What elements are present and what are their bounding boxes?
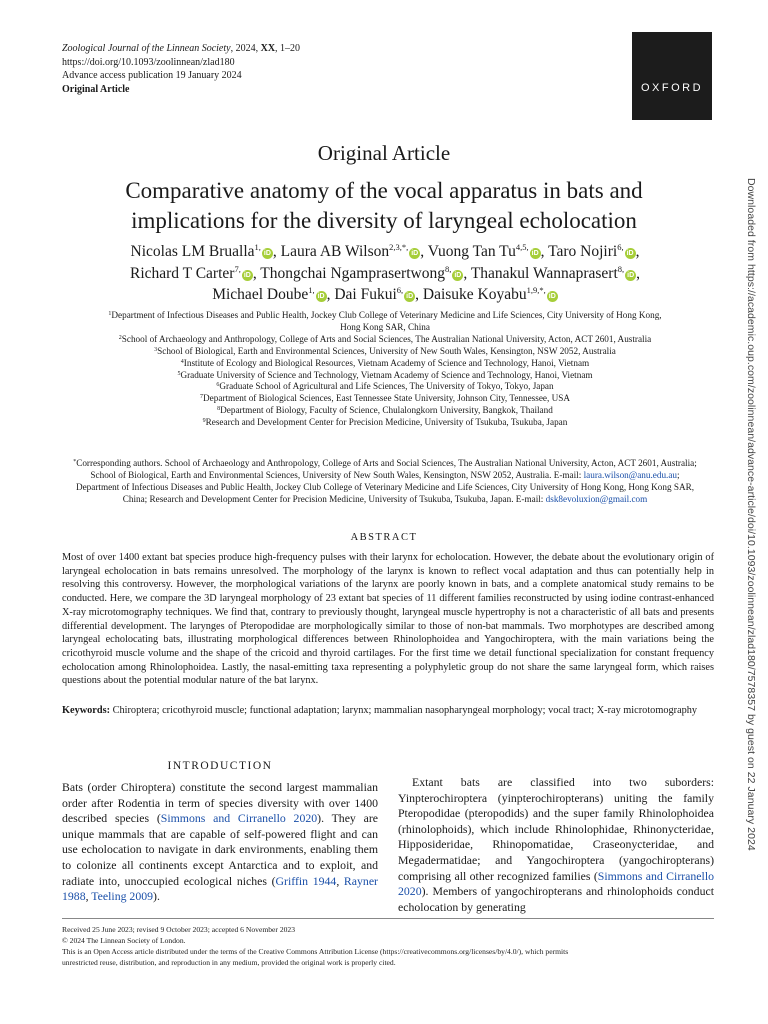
journal-name: Zoological Journal of the Linnean Society xyxy=(62,43,231,54)
correspondence: *Corresponding authors. School of Archaeology and Anthropology, College of Arts and Social Sciences, The Australian National University, Acton, ACT 2601, Australia; School of Biological, Earth and Environmental Sciences, University of New South Wales, Kensington, NSW 2052, Australia. E-mail: laura.wilson@anu.edu.au; Department of Infectious Diseases and Public Health, Jockey Club College of Veterinary Medicine and Life Sciences, City University of Hong Kong, Hong Kong SAR, China; Research and Development Center for Precision Medicine, University of Tsukuba, Tsukuba, Japan. E-mail: dsk8evoluxion@gmail.com xyxy=(73,458,697,504)
affiliation-text: School of Biological, Earth and Environmental Sciences, University of New South Wales, Kensington, NSW 2052, Australia xyxy=(157,345,616,356)
orcid-icon[interactable]: iD xyxy=(263,250,271,257)
article-type-label: Original Article xyxy=(62,83,130,95)
email-link[interactable]: dsk8evoluxion@gmail.com xyxy=(545,493,648,504)
orcid-icon[interactable]: iD xyxy=(548,293,556,300)
affiliation-text: Institute of Ecology and Biological Resources, Vietnam Academy of Science and Technology, Hanoi, Vietnam xyxy=(183,357,590,368)
author-affiliation-ref: 1,9,*, xyxy=(526,285,546,295)
author-affiliation-ref: 2,3,*, xyxy=(389,242,409,252)
author-name[interactable]: Michael Doube xyxy=(212,286,309,303)
affiliation-item xyxy=(62,381,708,393)
author-name[interactable]: Vuong Tan Tu xyxy=(427,243,516,260)
citation-line: Zoological Journal of the Linnean Society, 2024, XX, 1–20 xyxy=(62,43,301,54)
affiliation-text: Department of Biological Sciences, East Tennessee State University, Johnson City, Tennessee, USA xyxy=(203,393,570,404)
article-title: Comparative anatomy of the vocal apparatus in bats and implications for the diversity of laryngeal echolocation xyxy=(125,178,643,233)
author-list xyxy=(60,241,710,306)
journal-header xyxy=(62,42,482,96)
affiliation-number: 5 xyxy=(177,370,181,377)
author-separator: , xyxy=(540,243,549,260)
affiliation-text: Hong Kong SAR, China xyxy=(340,321,430,332)
author-name[interactable]: Laura AB Wilson xyxy=(280,243,390,260)
license-line: unrestricted reuse, distribution, and reproduction in any medium, provided the original work is properly cited. xyxy=(62,958,396,967)
affiliation-item xyxy=(62,310,708,322)
author-line xyxy=(60,263,710,285)
author-separator: , xyxy=(252,264,261,282)
orcid-icon[interactable]: iD xyxy=(406,293,414,300)
affiliation-item xyxy=(62,322,708,334)
orcid-icon[interactable]: iD xyxy=(454,271,462,279)
intro-column-right: Extant bats are classified into two suborders: Yinpterochiroptera (yinpterochiropterans) uniting the family Pteropodidae (pteropodids) and the super family Rhinolophoidea (rhinolophoids), which include Rhinolophidae, Rhinonycteridae, Hipposideridae, Rhinopomatidae, Craseonycteridae, and Megadermatidae; and Yangochiroptera (yangochiropterans) comprising all other recognized families (Simmons and Cirranello 2020). Members of yangochiropterans and rhinolophoids conduct echolocation by generating xyxy=(398,775,714,914)
affiliation-number: 9 xyxy=(202,418,206,425)
affiliation-number: 4 xyxy=(180,358,184,365)
license-line: This is an Open Access article distributed under the terms of the Creative Commons Attribution License (https://creativecommons.org/licenses/by/4.0/), which permits xyxy=(62,947,569,956)
affiliation-number: 2 xyxy=(118,334,122,341)
download-sidebar xyxy=(740,178,760,851)
affiliation-number: 8 xyxy=(217,406,221,413)
author-name[interactable]: Dai Fukui xyxy=(334,286,397,303)
author-name[interactable]: Taro Nojiri xyxy=(548,243,618,260)
author-separator: , xyxy=(326,286,335,303)
keywords: Keywords: Chiroptera; cricothyroid muscle; functional adaptation; larynx; mammalian nasopharyngeal morphology; vocal tract; X-ray microtomography xyxy=(62,705,698,716)
orcid-icon[interactable]: iD xyxy=(243,271,251,279)
orcid-icon[interactable]: iD xyxy=(317,293,325,300)
citation-link[interactable]: Simmons and Cirranello 2020 xyxy=(160,811,318,826)
author-name[interactable]: Thanakul Wannaprasert xyxy=(470,264,618,282)
citation-link[interactable]: Simmons and Cirranello 2020 xyxy=(398,868,714,899)
affiliation-item xyxy=(62,405,708,417)
author-affiliation-ref: 6, xyxy=(396,285,404,295)
abstract-text: Most of over 1400 extant bat species produce high-frequency pulses with their larynx for echolocation. However, the debate about the evolutionary origin of laryngeal echolocation in bats remains unresolved. The morphology of the larynx is known to reflect vocal adaptation and thus can potentially help in resolving this controversy. However, the morphological variations of the larynx are poorly known in bats, and a complete anatomical study remains to be conducted. Here, we compare the 3D laryngeal morphology of 23 extant bat species of 11 different families reconstructed by using iodine contrast-enhanced X-ray microtomography techniques. We find that, contrary to previously thought, laryngeal muscle hypertrophy is not a characteristic of all bats and presents differential development. The larynges of Pteropodidae are morphologically similar to those of non-bat mammals. Two morphotypes are described among laryngeal echolocating bats, illustrating morphological differences between Rhinolophoidea and Yangochiroptera, with the main variations being the cricothyroid muscle volume and the shape of the cricoid and thyroid cartilages. For the first time we detail functional specialization for constant frequency echolocation among Rhinolophoidea. Lastly, the nasal-emitting taxa representing a polyphyletic group do not share the same laryngeal form, which raises questions about the potential modular nature of the bat larynx. xyxy=(62,552,714,687)
author-affiliation-ref: 6, xyxy=(617,242,624,252)
affiliation-text: Graduate University of Science and Technology, Vietnam Academy of Science and Technology, Hanoi, Vietnam xyxy=(180,369,593,380)
affiliation-text: Department of Biology, Faculty of Science, Chulalongkorn University, Bangkok, Thailand xyxy=(220,405,553,416)
author-affiliation-ref: 7, xyxy=(234,263,241,274)
doi-link[interactable]: https://doi.org/10.1093/zoolinnean/zlad180 xyxy=(62,56,235,68)
affiliations xyxy=(62,310,708,429)
affiliation-number: 1 xyxy=(108,311,112,317)
author-name[interactable]: Richard T Carter xyxy=(129,264,235,282)
affiliation-number: 7 xyxy=(200,394,204,401)
email-link[interactable]: laura.wilson@anu.edu.au xyxy=(583,469,678,480)
affiliation-text: Department of Infectious Diseases and Public Health, Jockey Club College of Veterinary Medicine and Life Sciences, City University of Hong Kong, xyxy=(111,310,662,320)
affiliation-item xyxy=(62,334,708,346)
affiliation-item xyxy=(62,417,708,429)
author-name[interactable]: Nicolas LM Brualla xyxy=(130,243,255,260)
orcid-icon[interactable]: iD xyxy=(531,250,539,257)
affiliation-text: School of Archaeology and Anthropology, College of Arts and Social Sciences, The Australian National University, Acton, ACT 2601, Australia xyxy=(121,333,652,344)
author-affiliation-ref: 1, xyxy=(308,285,315,295)
affiliation-text: Research and Development Center for Precision Medicine, University of Tsukuba, Tsukuba, Japan xyxy=(205,417,568,428)
oxford-logo[interactable]: OXFORD xyxy=(632,32,712,120)
author-separator: , xyxy=(415,286,423,303)
introduction-heading: INTRODUCTION xyxy=(167,760,273,772)
keywords-label: Keywords: xyxy=(62,705,111,716)
author-separator: , xyxy=(463,264,471,282)
author-line xyxy=(60,284,710,306)
copyright-line: © 2024 The Linnean Society of London. xyxy=(62,936,186,945)
citation-link[interactable]: Teeling 2009 xyxy=(91,889,154,904)
affiliation-number: 6 xyxy=(216,382,220,389)
citation-link[interactable]: Rayner 1988 xyxy=(62,873,378,904)
orcid-icon[interactable]: iD xyxy=(627,271,635,279)
advance-access: Advance access publication 19 January 2024 xyxy=(62,70,242,82)
article-type-heading: Original Article xyxy=(317,141,451,165)
author-separator: , xyxy=(636,264,641,282)
received-dates: Received 25 June 2023; revised 9 October 2023; accepted 6 November 2023 xyxy=(62,925,296,934)
affiliation-item xyxy=(62,346,708,358)
affiliation-text: Graduate School of Agricultural and Life Sciences, The University of Tokyo, Tokyo, Japan xyxy=(219,381,554,392)
footer-divider xyxy=(62,918,714,919)
intro-column-left: Bats (order Chiroptera) constitute the second largest mammalian order after Rodentia in term of species diversity with over 1400 described species (Simmons and Cirranello 2020). They are unique mammals that are capable of self-powered flight and can use echolocation to navigate in dark environments, enabling them to colonize all continents except Antarctica and to exploit, and radiate into, unoccupied ecological niches (Griffin 1944, Rayner 1988, Teeling 2009). xyxy=(62,780,379,904)
author-affiliation-ref: 8, xyxy=(617,263,625,274)
author-separator: , xyxy=(272,243,281,260)
article-footer xyxy=(62,924,714,968)
author-affiliation-ref: 4,5, xyxy=(515,242,529,252)
affiliation-item xyxy=(62,358,708,370)
orcid-icon[interactable]: iD xyxy=(626,250,634,257)
affiliation-item xyxy=(62,393,708,405)
citation-link[interactable]: Griffin 1944 xyxy=(275,873,337,888)
author-affiliation-ref: 8, xyxy=(444,263,452,274)
author-name[interactable]: Thongchai Ngamprasertwong xyxy=(260,264,445,282)
author-line xyxy=(60,241,710,263)
affiliation-item xyxy=(62,370,708,382)
author-separator: , xyxy=(420,243,428,260)
author-separator: , xyxy=(635,243,640,260)
affiliation-number: 3 xyxy=(154,346,158,353)
abstract-heading: ABSTRACT xyxy=(350,532,418,543)
author-name[interactable]: Daisuke Koyabu xyxy=(422,286,527,303)
orcid-icon[interactable]: iD xyxy=(411,250,419,257)
download-notice: Downloaded from https://academic.oup.com/zoolinnean/advance-article/doi/10.1093/zoolinnean/zlad180/7578357 by guest on 22 January 2024 xyxy=(745,178,757,851)
author-affiliation-ref: 1, xyxy=(254,242,261,252)
